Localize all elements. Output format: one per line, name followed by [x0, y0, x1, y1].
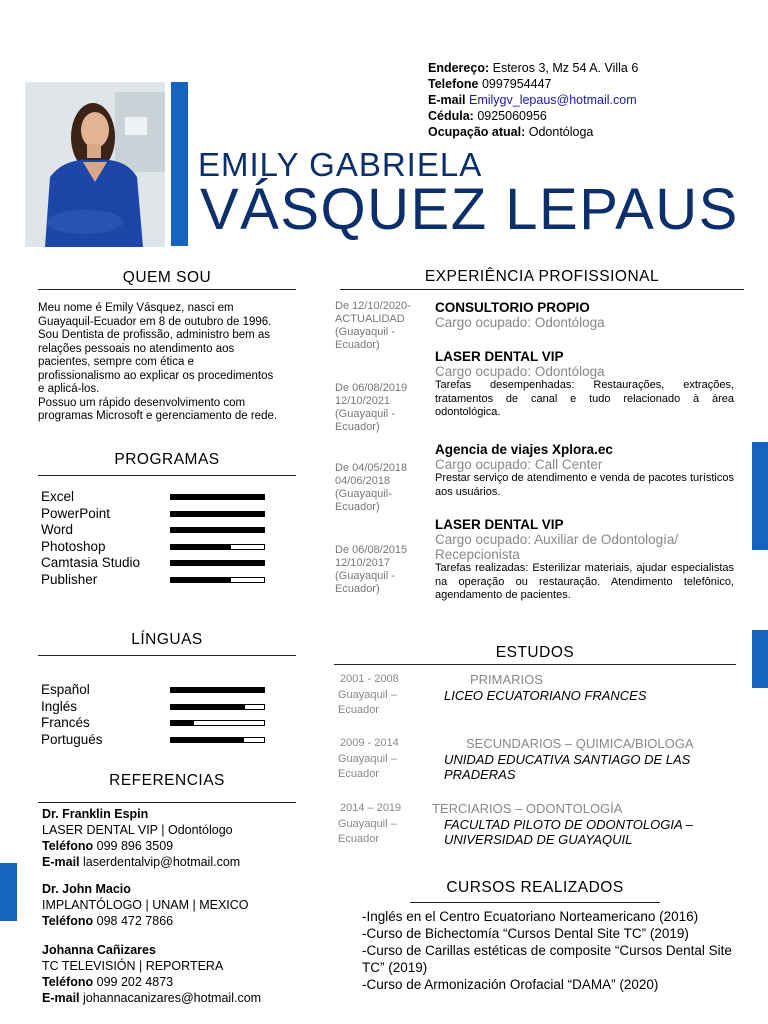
reference-email-label: E-mail: [42, 855, 80, 869]
contact-row: [428, 124, 638, 140]
course-item: -Curso de Armonización Orofacial “DAMA” (2020): [362, 977, 659, 992]
programs-name: PowerPoint: [41, 505, 111, 521]
study-level: PRIMARIOS: [470, 672, 543, 687]
reference-email-row: [42, 990, 302, 1006]
experience-description: Prestar serviço de atendimento e venda de pacotes turísticos aos usuários.: [435, 472, 734, 498]
studies-rule: [334, 664, 736, 665]
contact-row: [428, 108, 638, 124]
references-title: REFERENCIAS: [109, 772, 225, 789]
reference-entry: [42, 806, 302, 870]
contact-block: [428, 60, 638, 140]
experience-role: Cargo ocupado: Call Center: [435, 457, 603, 472]
courses-block: [362, 908, 752, 993]
programs-level-bar: [170, 511, 265, 517]
study-place: Guayaquil – Ecuador: [338, 818, 397, 845]
experience-role: Cargo ocupado: Odontóloga: [435, 364, 605, 379]
about-title: QUEM SOU: [122, 269, 212, 286]
languages-name: Español: [41, 682, 90, 697]
languages-name: Portugués: [41, 731, 103, 747]
experience-entry: [435, 442, 734, 499]
programs-name: Photoshop: [41, 538, 106, 554]
first-name: EMILY GABRIELA: [198, 146, 483, 183]
side-accent-bar-left: [0, 863, 17, 921]
languages-level-bar: [170, 720, 265, 726]
experience-role: Cargo ocupado: Auxiliar de Odontología/ Recepcionista: [435, 532, 679, 562]
experience-company: CONSULTORIO PROPIO: [435, 300, 590, 315]
course-item: -Curso de Bichectomía “Cursos Dental Site TC” (2019): [362, 926, 689, 941]
programs-level-bar: [170, 544, 265, 550]
reference-name: Dr. Franklin Espin: [42, 807, 149, 821]
study-school: LICEO ECUATORIANO FRANCES: [444, 688, 647, 703]
study-years: 2014 – 2019: [340, 802, 402, 814]
courses-title: CURSOS REALIZADOS: [446, 879, 624, 896]
programs-level-fill: [171, 528, 264, 532]
programs-level-bar: [170, 577, 265, 583]
about-paragraph-1: Meu nome é Emily Vásquez, nasci em Guayaquil-Ecuador em 8 de outubro de 1996. Sou Dentista de profissão, administro bem as relações pessoais no atendimento aos pacientes, sempre com ética e profissionalismo ao explicar os procedimentos e aplicá-los.: [38, 302, 274, 395]
reference-phone-row: [42, 838, 302, 854]
contact-value: 0997954447: [481, 77, 552, 91]
about-rule: [38, 289, 296, 290]
study-place: Guayaquil – Ecuador: [338, 753, 397, 780]
reference-phone-label: Teléfono: [42, 975, 94, 989]
languages-level-bar: [170, 737, 265, 743]
programs-name: Camtasia Studio: [41, 555, 141, 570]
reference-entry: [42, 881, 302, 929]
experience-description: Tarefas desempenhadas: Restaurações, extrações, tratamentos de canal e tudo relacionado à área odontológica.: [435, 379, 734, 418]
reference-name: Dr. John Macio: [42, 882, 131, 896]
languages-level-fill: [171, 688, 264, 692]
programs-name: Word: [41, 522, 74, 537]
study-place: Guayaquil – Ecuador: [338, 689, 397, 716]
experience-entry: [435, 517, 734, 603]
contact-value: Odontóloga: [528, 125, 594, 139]
reference-email-row: [42, 854, 302, 870]
programs-level-bar: [170, 494, 265, 500]
programs-rule: [38, 475, 296, 476]
reference-phone: 099 896 3509: [96, 839, 174, 853]
languages-level-bar: [170, 687, 265, 693]
languages-name: Inglés: [41, 698, 78, 714]
reference-phone-row: [42, 974, 302, 990]
study-years: 2009 - 2014: [340, 737, 399, 749]
programs-title: PROGRAMAS: [114, 451, 220, 468]
experience-entry: [435, 349, 734, 420]
study-level: SECUNDARIOS – QUIMICA/BIOLOGA: [466, 736, 694, 751]
study-school: UNIDAD EDUCATIVA SANTIAGO DE LAS PRADERAS: [444, 752, 691, 782]
experience-company: LASER DENTAL VIP: [435, 349, 564, 364]
experience-role: Cargo ocupado: Odontóloga: [435, 315, 605, 330]
experience-dates: De 04/05/2018 04/06/2018 (Guayaquil- Ecuador): [335, 462, 408, 513]
reference-email-label: E-mail: [42, 991, 80, 1005]
programs-level-bar: [170, 527, 265, 533]
programs-level-fill: [171, 512, 264, 516]
contact-row: [428, 92, 638, 108]
experience-title: EXPERIÊNCIA PROFISSIONAL: [424, 268, 660, 285]
study-years: 2001 - 2008: [340, 673, 399, 685]
experience-company: Agencia de viajes Xplora.ec: [435, 442, 613, 457]
experience-entry: [435, 300, 734, 330]
programs-level-bar: [170, 560, 265, 566]
languages-name: Francés: [41, 715, 90, 730]
programs-level-fill: [171, 545, 231, 549]
reference-phone-label: Teléfono: [42, 914, 94, 928]
contact-label: Telefone: [428, 77, 479, 91]
reference-email: johannacanizares@hotmail.com: [83, 991, 262, 1005]
reference-company: LASER DENTAL VIP | Odontólogo: [42, 823, 233, 837]
contact-label: Ocupação atual:: [428, 125, 526, 139]
study-level: TERCIARIOS – ODONTOLOGÍA: [432, 801, 623, 816]
about-text: [38, 302, 278, 424]
contact-value: 0925060956: [477, 109, 547, 123]
languages-rule: [38, 655, 296, 656]
languages-level-fill: [171, 738, 244, 742]
experience-description: Tarefas realizadas: Esterilizar materiais, ajudar especialistas na operação ou restauração. Atendimento telefônico, agendamento de pacientes.: [435, 562, 734, 601]
programs-name: Excel: [41, 489, 75, 504]
contact-value: Esteros 3, Mz 54 A. Villa 6: [492, 61, 639, 75]
reference-company: IMPLANTÓLOGO | UNAM | MEXICO: [42, 898, 249, 912]
languages-level-fill: [171, 705, 245, 709]
experience-rule: [340, 289, 744, 290]
profile-photo: [25, 82, 165, 247]
contact-row: [428, 60, 638, 76]
experience-dates: De 06/08/2015 12/10/2017 (Guayaquil - Ecuador): [335, 544, 408, 595]
last-name: VÁSQUEZ LEPAUS: [200, 177, 739, 242]
languages-title: LÍNGUAS: [131, 631, 203, 648]
reference-entry: [42, 942, 302, 1006]
references-rule: [38, 802, 296, 803]
programs-level-fill: [171, 561, 264, 565]
contact-label: Endereço:: [428, 61, 490, 75]
reference-email: laserdentalvip@hotmail.com: [83, 855, 241, 869]
courses-rule: [410, 902, 660, 903]
contact-label: E-mail: [428, 93, 466, 107]
course-item: -Curso de Carillas estéticas de composite “Cursos Dental Site TC” (2019): [362, 943, 732, 975]
reference-phone: 098 472 7866: [96, 914, 174, 928]
experience-company: LASER DENTAL VIP: [435, 517, 564, 532]
study-school: FACULTAD PILOTO DE ODONTOLOGIA – UNIVERSIDAD DE GUAYAQUIL: [444, 817, 693, 847]
contact-row: [428, 76, 638, 92]
reference-phone: 099 202 4873: [96, 975, 174, 989]
about-paragraph-2: Possuo um rápido desenvolvimento com programas Microsoft e gerenciamento de rede.: [38, 396, 278, 422]
side-accent-bar-right-2: [752, 630, 768, 688]
contact-label: Cédula:: [428, 109, 474, 123]
languages-level-bar: [170, 704, 265, 710]
course-item: -Inglés en el Centro Ecuatoriano Norteamericano (2016): [362, 909, 699, 924]
reference-company: TC TELEVISIÓN | REPORTERA: [42, 959, 224, 973]
programs-level-fill: [171, 495, 264, 499]
header-accent-bar: [171, 82, 188, 246]
email-link[interactable]: Emilygv_lepaus@hotmail.com: [469, 93, 637, 107]
programs-level-fill: [171, 578, 231, 582]
reference-phone-row: [42, 913, 302, 929]
studies-title: ESTUDOS: [495, 644, 575, 661]
programs-name: Publisher: [41, 571, 98, 587]
experience-dates: De 12/10/2020- ACTUALIDAD (Guayaquil - Ecuador): [335, 300, 411, 351]
reference-phone-label: Teléfono: [42, 839, 94, 853]
reference-name: Johanna Cañizares: [42, 943, 156, 957]
experience-dates: De 06/08/2019 12/10/2021 (Guayaquil - Ecuador): [335, 382, 408, 433]
side-accent-bar-right-1: [752, 442, 768, 550]
languages-level-fill: [171, 721, 194, 725]
